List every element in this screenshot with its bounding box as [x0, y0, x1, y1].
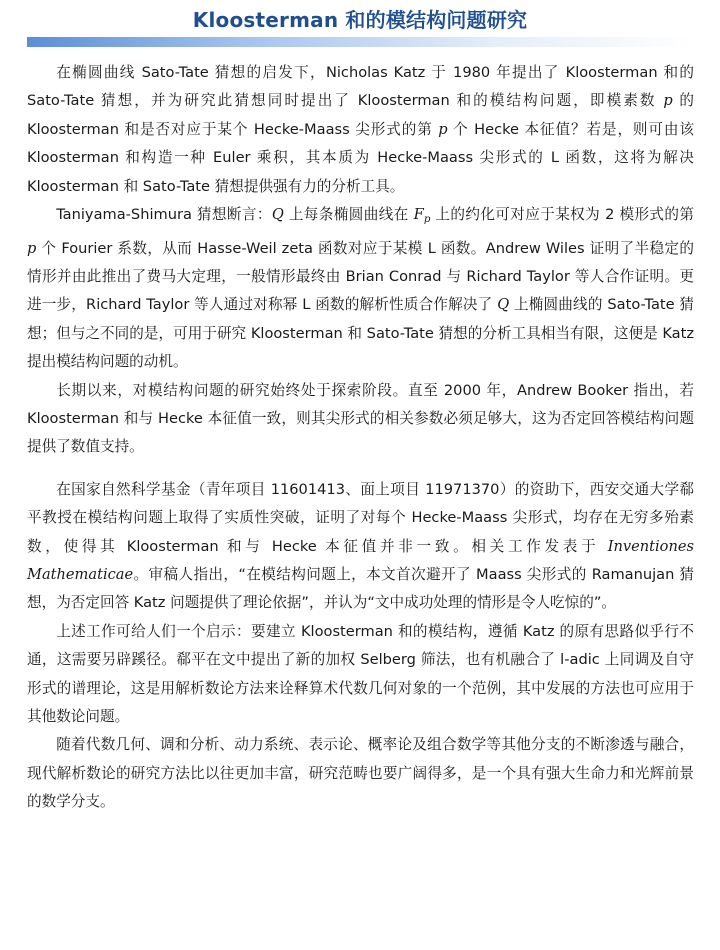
text-run: 上述工作可给人们一个启示：要建立 Kloosterman 和的模结构，遵循 Katz 的原有思路似乎行不通，这需要另辟蹊径。郗平在文中提出了新的加权 Selberg 筛法，也有机融合了 l-adic 上同调及自守形式的谱理论，这是用解析数论方法来诠释算术代数几何对象的一个范例，其中发展的方法也可应用于其他数论问题。 [27, 622, 694, 725]
math-symbol: Inventiones Mathematicae [27, 537, 694, 583]
math-symbol: p [423, 214, 431, 226]
text-run: 长期以来，对模结构问题的研究始终处于探索阶段。直至 2000 年，Andrew Booker 指出，若 Kloosterman 和与 Hecke 本征值一致，则其尖形式的相关参数必须足够大，这为否定回答模结构问题提供了数值支持。 [27, 381, 694, 456]
math-symbol: F [413, 206, 424, 224]
text-run: Taniyama-Shimura 猜想断言： [56, 206, 272, 224]
text-run: 随着代数几何、调和分析、动力系统、表示论、概率论及组合数学等其他分支的不断渗透与融合，现代解析数论的研究方法比以往更加丰富，研究范畴也要广阔得多，是一个具有强大生命力和光辉前景的数学分支。 [27, 736, 694, 811]
text-run: 在国家自然科学基金（青年项目 11601413、面上项目 11971370）的资助下，西安交通大学郗平教授在模结构问题上取得了实质性突破，证明了对每个 Hecke-Maass 尖形式，均存在无穷多殆素数，使得其 Kloosterman 和与 Hecke 本征值并非一致。相关工作发表于 [27, 480, 694, 555]
title-underline-bar [27, 37, 693, 47]
paragraph-1 [27, 59, 694, 201]
text-run: 上椭圆曲线的 Sato-Tate 猜想；但与之不同的是，可用于研究 Kloosterman 和 Sato-Tate 猜想的分析工具相当有限，这便是 Katz 提出模结构问题的动机。 [27, 296, 694, 371]
paragraph-5 [27, 618, 694, 732]
text-run: 个 Hecke 本征值？若是，则可由该 Kloosterman 和构造一种 Euler 乘积，其本质为 Hecke-Maass 尖形式的 L 函数，这将为解决 Kloosterman 和 Sato-Tate 猜想提供强有力的分析工具。 [27, 120, 694, 195]
math-symbol: p [663, 92, 673, 110]
paragraph-6 [27, 731, 694, 816]
math-symbol: p [438, 120, 448, 138]
text-run: 个 Fourier 系数，从而 Hasse-Weil zeta 函数对应于某模 L 函数。Andrew Wiles 证明了半稳定的情形并由此推出了费马大定理，一般情形最终由 Brian Conrad 与 Richard Taylor 等人合作证明。更进一步，Richard Taylor 等人通过对称幂 L 函数的解析性质合作解决了 [27, 239, 694, 314]
article-title: Kloosterman 和的模结构问题研究 [192, 8, 528, 32]
math-symbol: Q [497, 296, 510, 314]
paragraph-3 [27, 377, 694, 462]
text-run: 。审稿人指出，“在模结构问题上，本文首次避开了 Maass 尖形式的 Ramanujan 猜想，为否定回答 Katz 问题提供了理论依据”，并认为“文中成功处理的情形是令人吃惊的”。 [27, 565, 694, 612]
text-run: 上每条椭圆曲线在 [283, 206, 414, 224]
text-run: 在椭圆曲线 Sato-Tate 猜想的启发下，Nicholas Katz 于 1980 年提出了 Kloosterman 和的 Sato-Tate 猜想，并为研究此猜想同时提出了 Kloosterman 和的模结构问题，即模素数 [27, 64, 694, 110]
article-body [27, 59, 694, 817]
math-symbol: Q [271, 206, 284, 224]
paragraph-4 [27, 476, 694, 618]
text-run: 的 Kloosterman 和是否对应于某个 Hecke-Maass 尖形式的第 [27, 92, 694, 138]
paragraph-2 [27, 201, 694, 377]
math-symbol: p [27, 239, 37, 257]
text-run: 上的约化可对应于某权为 2 模形式的第 [430, 206, 694, 224]
